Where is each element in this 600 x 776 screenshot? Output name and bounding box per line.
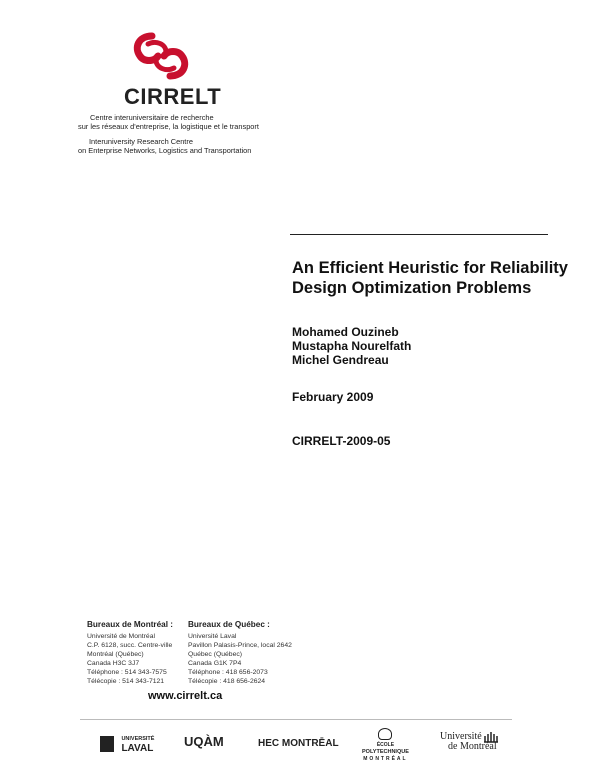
institute-en-line-1: Interuniversity Research Centre <box>89 137 193 146</box>
laval-logo <box>100 735 154 753</box>
author-3: Michel Gendreau <box>292 353 389 367</box>
quebec-office-line: Québec (Québec) <box>188 651 243 658</box>
udem-pavilion-icon <box>484 731 498 743</box>
quebec-office-line: Canada G1K 7P4 <box>188 660 242 667</box>
polytechnique-logo-line-2: POLYTECHNIQUE <box>362 749 409 755</box>
quebec-office-line: Téléphone : 418 656-2073 <box>188 669 268 676</box>
montreal-office-line: Université de Montréal <box>87 633 155 640</box>
montreal-office-line: Télécopie : 514 343-7121 <box>87 678 165 685</box>
cirrelt-logo-icon <box>130 30 192 82</box>
montreal-office-line: Téléphone : 514 343-7575 <box>87 669 167 676</box>
montreal-office-line: C.P. 6128, succ. Centre-ville <box>87 642 173 649</box>
quebec-office-line: Pavillon Palasis-Prince, local 2642 <box>188 642 292 649</box>
polytechnique-crest-icon <box>378 728 392 740</box>
institute-en-line-2: on Enterprise Networks, Logistics and Transportation <box>78 146 252 155</box>
title-divider <box>290 234 548 235</box>
logo-wordmark: CIRRELT <box>124 84 222 109</box>
institute-fr-line-1: Centre interuniversitaire de recherche <box>90 113 214 122</box>
laval-crest-icon <box>100 736 114 752</box>
uqam-logo: UQÀM <box>184 734 224 749</box>
author-2: Mustapha Nourelfath <box>292 339 412 353</box>
hec-montreal-logo: HEC MONTRĒAL <box>258 738 339 749</box>
montreal-office-line: Montréal (Québec) <box>87 651 144 658</box>
document-title: An Efficient Heuristic for Reliability Design Optimization Problems <box>292 259 568 297</box>
author-1: Mohamed Ouzineb <box>292 325 399 339</box>
quebec-office-heading: Bureaux de Québec : <box>188 620 270 629</box>
website-link[interactable]: www.cirrelt.ca <box>148 690 223 702</box>
institute-fr-line-2: sur les réseaux d'entreprise, la logistique et le transport <box>78 122 259 131</box>
montreal-office-heading: Bureaux de Montréal : <box>87 620 173 629</box>
polytechnique-logo-line-1: ÉCOLE <box>376 742 395 748</box>
report-number: CIRRELT-2009-05 <box>292 434 391 448</box>
quebec-office-line: Télécopie : 418 656-2624 <box>188 678 266 685</box>
laval-logo-line-1: UNIVERSITÉ <box>121 736 155 742</box>
polytechnique-logo-line-3: MONTRÉAL <box>363 756 408 762</box>
montreal-office-line: Canada H3C 3J7 <box>87 660 140 667</box>
quebec-office-line: Université Laval <box>188 633 237 640</box>
laval-logo-line-2: LAVAL <box>121 743 154 754</box>
footer-divider <box>80 719 512 720</box>
udem-logo-line-2: de Montréal <box>448 741 497 752</box>
publication-date: February 2009 <box>292 390 374 404</box>
udem-logo-line-1: Université <box>440 731 482 742</box>
polytechnique-logo <box>362 728 409 763</box>
